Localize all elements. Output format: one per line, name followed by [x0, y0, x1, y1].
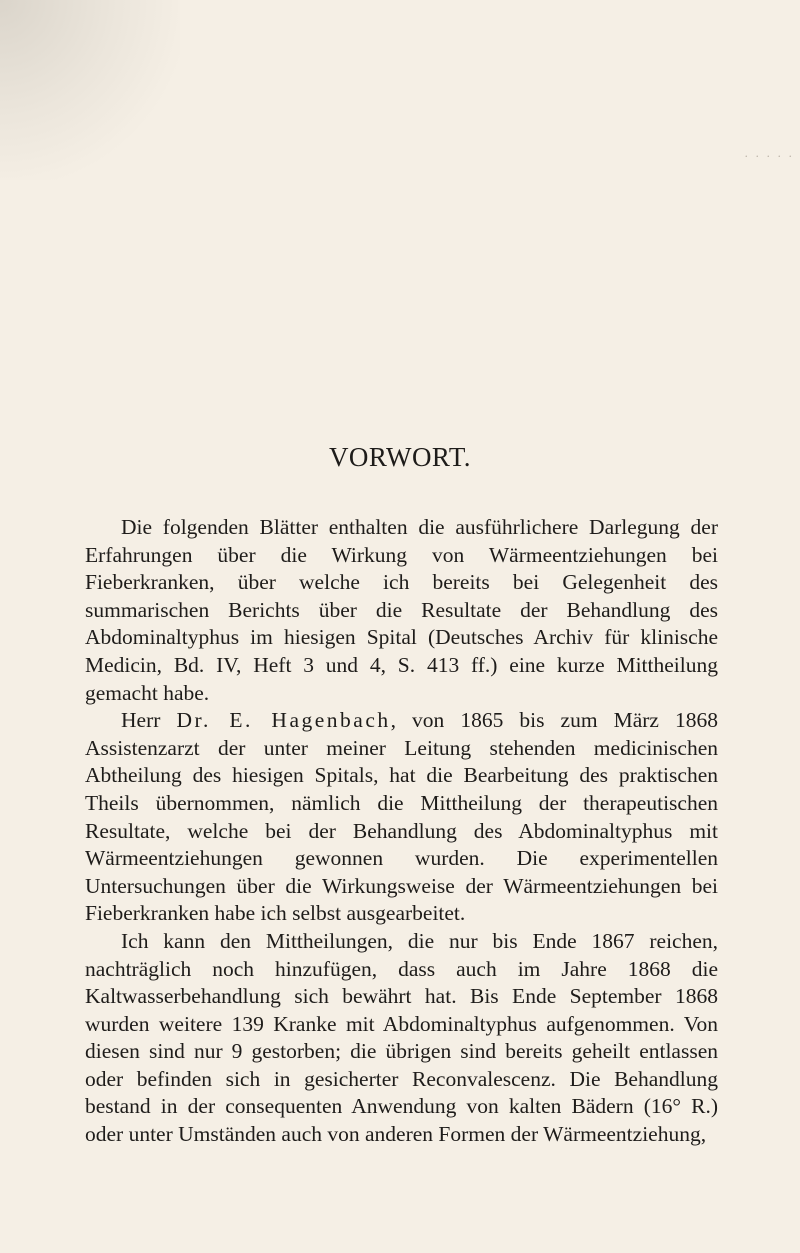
page-title: VORWORT.: [328, 442, 472, 472]
paragraph-2: [85, 707, 718, 928]
author-name: Dr. E. Hagenbach: [176, 708, 391, 733]
edge-marks: · · · · ·: [744, 150, 794, 163]
paragraph-3-text: Ich kann den Mittheilungen, die nur bis Ende 1867 reichen, nachträglich noch hinzufügen, dass auch im Jahre 1868 die Kaltwasserbehandlung sich bewährt hat. Bis Ende September 1868 wurden weitere 139 Kranke mit Abdominaltyphus aufgenommen. Von diesen sind nur 9 gestorben; die übrigen sind bereits geheilt entlassen oder befinden sich in gesicherter Reconvalescenz. Die Behandlung bestand in der consequenten Anwendung von kalten Bädern (16° R.) oder unter Umständen auch von anderen Formen der Wärmeentziehung,: [85, 928, 718, 1147]
page-corner-shadow: [0, 0, 180, 180]
paragraph-1-text: Die folgenden Blätter enthalten die ausführlichere Darlegung der Erfahrungen über die Wirkung von Wärmeentziehungen bei Fieberkranken, über welche ich bereits bei Gelegenheit des summarischen Berichts über die Resultate der Behandlung des Abdominaltyphus im hiesigen Spital (Deutsches Archiv für klinische Medicin, Bd. IV, Heft 3 und 4, S. 413 ff.) eine kurze Mittheilung gemacht habe.: [85, 515, 718, 705]
paragraph-1: [85, 514, 718, 707]
paragraph-2-intro: Herr: [121, 708, 177, 733]
paragraph-3: [85, 928, 718, 1149]
preface-body: [85, 514, 718, 1149]
paragraph-2-text: , von 1865 bis zum März 1868 Assistenzarzt der unter meiner Leitung stehenden medicinischen Abtheilung des hiesigen Spitals, hat die Bearbeitung des praktischen Theils übernommen, nämlich die Mittheilung der therapeutischen Resultate, welche bei der Behandlung des Abdominaltyphus mit Wärmeentziehungen gewonnen wurden. Die experimentellen Untersuchungen über die Wirkungsweise der Wärmeentziehungen bei Fieberkranken habe ich selbst ausgearbeitet.: [85, 708, 718, 926]
